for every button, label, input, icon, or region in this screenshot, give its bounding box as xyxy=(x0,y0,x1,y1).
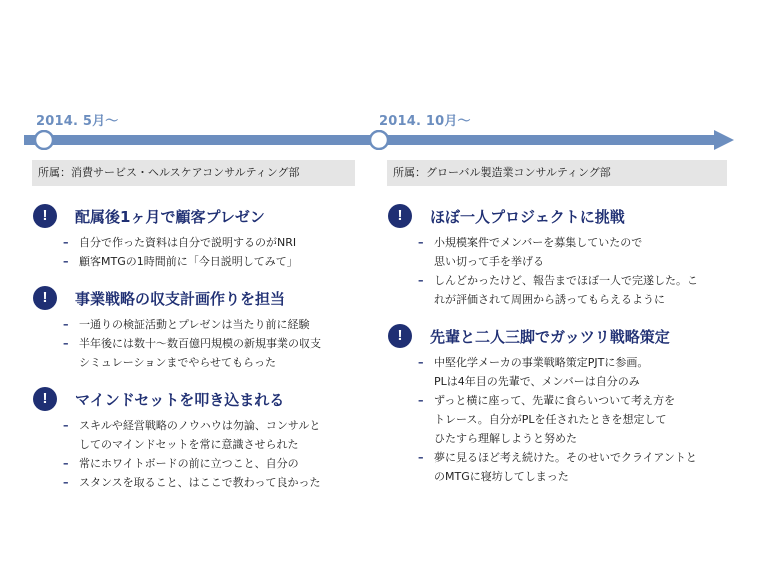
timeline-date-start: 2014. 5月～ xyxy=(36,114,119,129)
right-column xyxy=(388,203,733,500)
timeline-node-start xyxy=(35,131,53,149)
department-label-left: 所属：消費サービス・ヘルスケアコンサルティング部 xyxy=(32,160,355,186)
bullet-list xyxy=(33,315,363,372)
bullet-list xyxy=(33,233,363,271)
bullet-item xyxy=(418,353,733,391)
section xyxy=(33,285,363,372)
section xyxy=(33,386,363,492)
bullet-text: してのマインドセットを常に意識させられた xyxy=(79,438,299,451)
bullet-text: – 半年後には数十～数百億円規模の新規事業の収支 xyxy=(79,337,321,350)
bullet-item xyxy=(63,454,363,473)
timeline-arrowhead xyxy=(714,130,734,150)
section-title: 配属後1ヶ月で顧客プレゼン xyxy=(75,207,265,226)
exclamation-icon: ! xyxy=(33,286,57,310)
bullet-text: れが評価されて周囲から誘ってもらえるように xyxy=(434,293,665,306)
bullet-text: – 顧客MTGの1時間前に「今日説明してみて」 xyxy=(79,255,298,268)
bullet-item xyxy=(63,252,363,271)
bullet-text: – スタンスを取ること、はここで教わって良かった xyxy=(79,476,321,489)
exclamation-icon: ! xyxy=(388,204,412,228)
timeline-arrow xyxy=(24,130,734,150)
bullet-item xyxy=(63,315,363,334)
bullet-item xyxy=(63,416,363,454)
section-header xyxy=(33,386,363,412)
bullet-text: シミュレーションまでやらせてもらった xyxy=(79,356,277,369)
section xyxy=(33,203,363,271)
timeline-node-second xyxy=(370,131,388,149)
bullet-text: ひたすら理解しようと努めた xyxy=(434,432,577,445)
bullet-list xyxy=(388,353,733,486)
bullet-text: – ずっと横に座って、先輩に食らいついて考え方を xyxy=(434,394,676,407)
department-label-right: 所属：グローバル製造業コンサルティング部 xyxy=(387,160,727,186)
bullet-text: – スキルや経営戦略のノウハウは勿論、コンサルと xyxy=(79,419,321,432)
section xyxy=(388,323,733,486)
section-title: 先輩と二人三脚でガッツリ戦略策定 xyxy=(430,327,670,346)
bullet-item xyxy=(63,233,363,252)
section-header xyxy=(388,323,733,349)
bullet-item xyxy=(418,448,733,486)
bullet-text: PLは4年目の先輩で、メンバーは自分のみ xyxy=(434,375,640,388)
bullet-item xyxy=(418,271,733,309)
bullet-item xyxy=(63,473,363,492)
bullet-text: – しんどかったけど、報告までほぼ一人で完遂した。こ xyxy=(434,274,698,287)
bullet-text: – 常にホワイトボードの前に立つこと、自分の xyxy=(79,457,299,470)
timeline-date-second: 2014. 10月～ xyxy=(379,114,471,129)
exclamation-icon: ! xyxy=(388,324,412,348)
bullet-text: – 夢に見るほど考え続けた。そのせいでクライアントと xyxy=(434,451,697,464)
section-title: マインドセットを叩き込まれる xyxy=(75,390,285,409)
bullet-item xyxy=(418,233,733,271)
section-header xyxy=(388,203,733,229)
bullet-text: のMTGに寝坊してしまった xyxy=(434,470,569,483)
bullet-item xyxy=(418,391,733,448)
bullet-text: – 中堅化学メーカの事業戦略策定PJTに参画。 xyxy=(434,356,649,369)
bullet-item xyxy=(63,334,363,372)
bullet-list xyxy=(33,416,363,492)
section-title: 事業戦略の収支計画作りを担当 xyxy=(75,289,286,308)
bullet-list xyxy=(388,233,733,309)
bullet-text: – 一通りの検証活動とプレゼンは当たり前に経験 xyxy=(79,318,310,331)
section-header xyxy=(33,203,363,229)
bullet-text: トレース。自分がPLを任されたときを想定して xyxy=(434,413,667,426)
bullet-text: 思い切って手を挙げる xyxy=(434,255,544,268)
bullet-text: – 小規模案件でメンバーを募集していたので xyxy=(434,236,643,249)
bullet-text: – 自分で作った資料は自分で説明するのがNRI xyxy=(79,236,297,249)
section xyxy=(388,203,733,309)
exclamation-icon: ! xyxy=(33,204,57,228)
left-column xyxy=(33,203,363,506)
exclamation-icon: ! xyxy=(33,387,57,411)
section-header xyxy=(33,285,363,311)
section-title: ほぼ一人プロジェクトに挑戦 xyxy=(430,207,625,226)
